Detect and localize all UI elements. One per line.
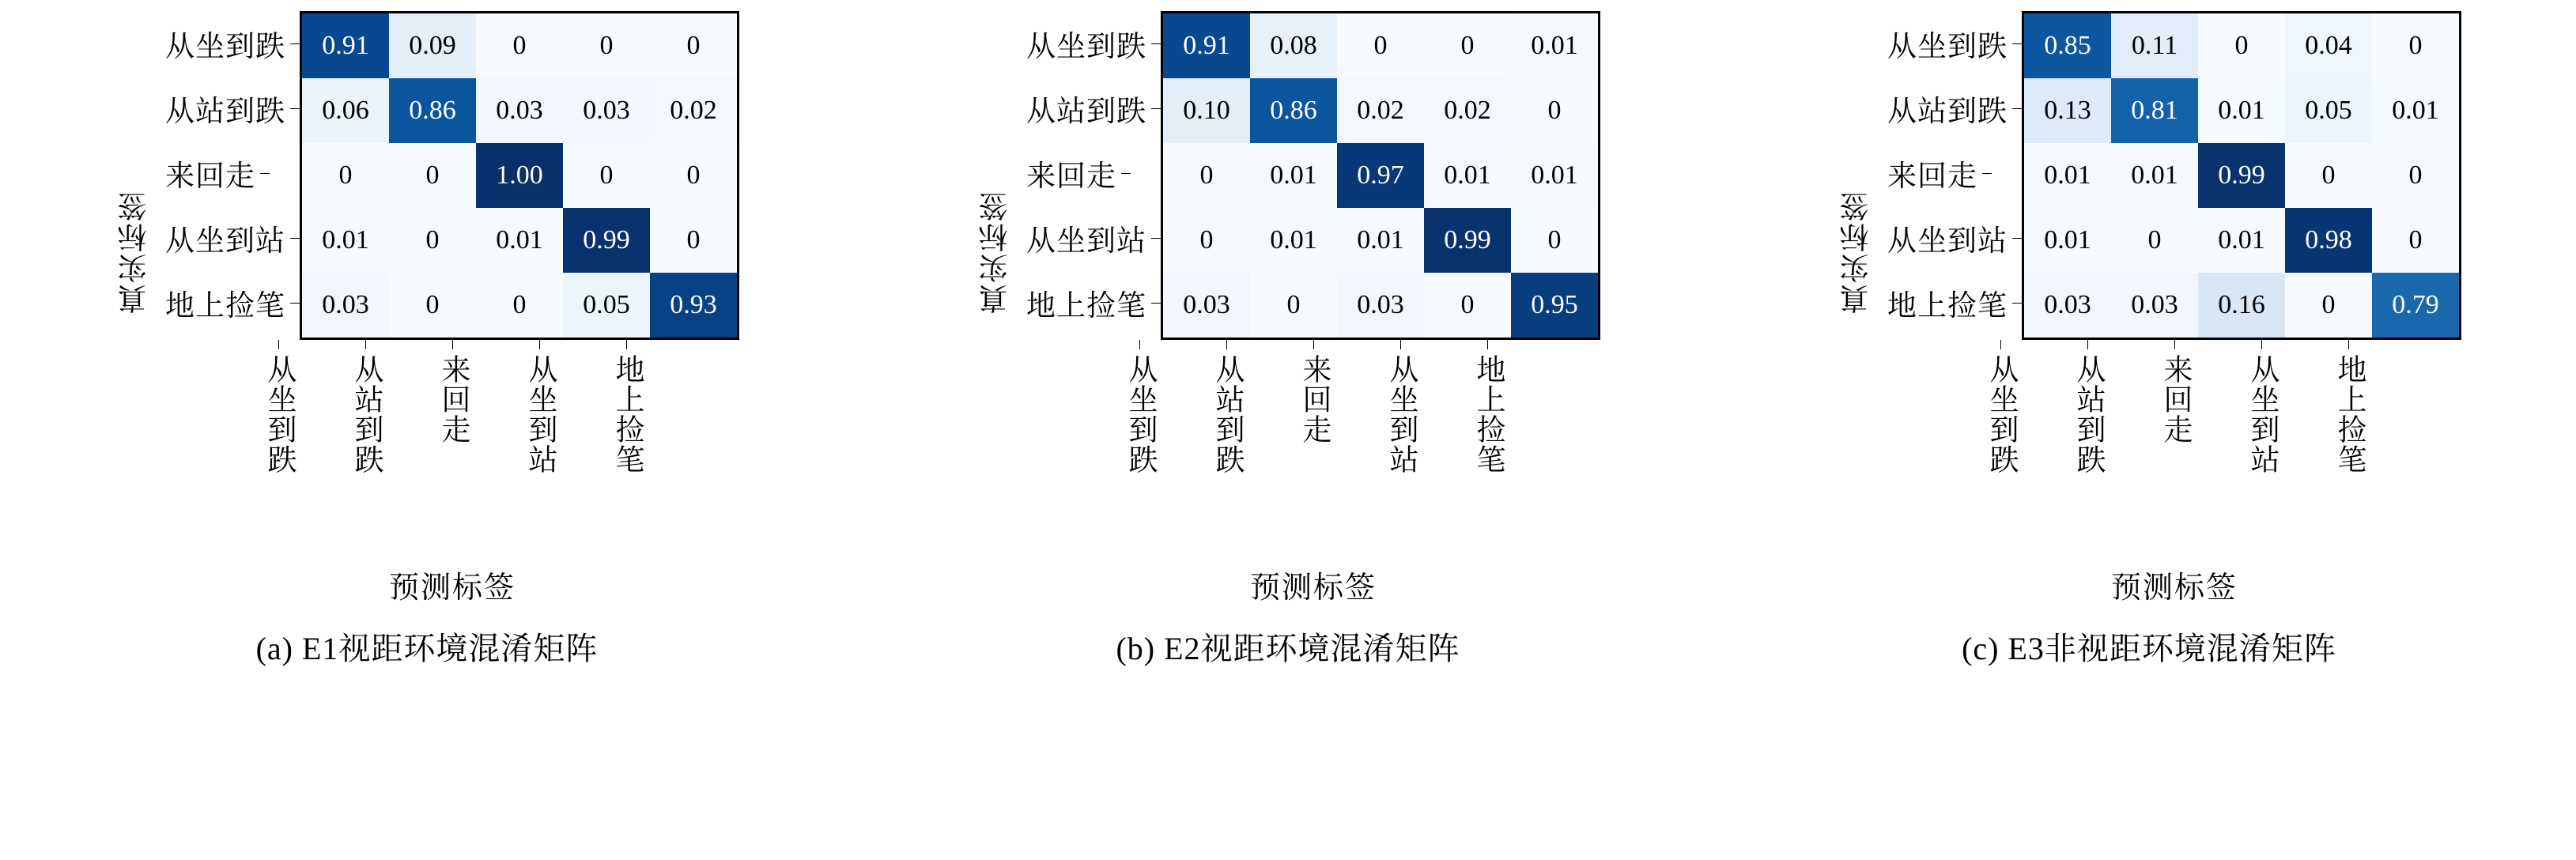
matrix-cell: 0.03	[476, 78, 563, 143]
matrix-cell: 0.79	[2372, 273, 2459, 338]
tick-icon	[1151, 238, 1161, 239]
row-label: 从站到跌	[1887, 96, 2008, 128]
matrix-cell: 0.06	[302, 78, 389, 143]
x-axis-label-b: 预测标签	[1249, 571, 1377, 605]
matrix-cell: 0.01	[2372, 78, 2459, 143]
tick-icon	[278, 340, 279, 349]
matrix-cell: 0	[2111, 208, 2198, 273]
matrix-cell: 0.01	[1424, 143, 1511, 208]
matrix-cell: 0	[476, 13, 563, 78]
column-label: 地上捡笔	[610, 354, 643, 474]
matrix-cell: 0.95	[1511, 273, 1598, 338]
column-label: 从坐到跌	[1985, 354, 2017, 474]
matrix-cell: 0.11	[2111, 13, 2198, 78]
matrix-cell: 0.99	[2198, 143, 2285, 208]
matrix-cell: 0	[1250, 273, 1337, 338]
matrix-cell: 0	[2372, 13, 2459, 78]
caption-c: (c) E3非视距环境混淆矩阵	[1962, 631, 2336, 666]
tick-icon	[1151, 108, 1161, 109]
tick-icon	[1982, 173, 1992, 174]
matrix-cell: 0	[302, 143, 389, 208]
matrix-cell: 0	[389, 143, 476, 208]
matrix-cell: 0.99	[563, 208, 650, 273]
tick-icon	[539, 340, 540, 349]
row-label: 来回走	[165, 160, 255, 193]
tick-icon	[1313, 340, 1314, 349]
matrix-cell: 0.01	[1511, 13, 1598, 78]
matrix-cell: 0.01	[2198, 208, 2285, 273]
matrix-cell: 0.05	[563, 273, 650, 338]
matrix-cell: 0	[1511, 78, 1598, 143]
matrix-cell: 0.01	[2198, 78, 2285, 143]
matrix-cell: 0	[2285, 273, 2372, 338]
matrix-cell: 0	[2372, 208, 2459, 273]
matrix-cell: 0.01	[302, 208, 389, 273]
x-ticks-c	[1957, 340, 2392, 349]
y-axis-label-c: 真实标签	[1841, 190, 1874, 314]
tick-icon	[2174, 340, 2175, 349]
matrix-cell: 0.01	[1250, 143, 1337, 208]
tick-icon	[290, 108, 300, 109]
matrix-cell: 0.86	[1250, 78, 1337, 143]
tick-icon	[2000, 340, 2001, 349]
matrix-cell: 0.01	[476, 208, 563, 273]
matrix-cell: 0.01	[2024, 143, 2111, 208]
tick-icon	[2261, 340, 2262, 349]
tick-icon	[260, 173, 270, 174]
matrix-cell: 0.98	[2285, 208, 2372, 273]
matrix-cell: 0.81	[2111, 78, 2198, 143]
matrix-cell: 0	[650, 143, 737, 208]
tick-icon	[626, 340, 627, 349]
tick-icon	[452, 340, 453, 349]
matrix-cell: 0	[1424, 273, 1511, 338]
tick-icon	[290, 43, 300, 44]
column-labels-b	[1096, 349, 1531, 555]
matrix-cell: 0.01	[1511, 143, 1598, 208]
confusion-matrix-c	[2022, 11, 2461, 340]
x-ticks-a	[235, 340, 670, 349]
x-ticks-b	[1096, 340, 1531, 349]
matrix-area-c	[1837, 11, 2461, 606]
tick-icon	[1151, 43, 1161, 44]
confusion-matrix-b	[1161, 11, 1600, 340]
confusion-matrix-a	[300, 11, 739, 340]
matrix-cell: 0.05	[2285, 78, 2372, 143]
matrix-cell: 0.99	[1424, 208, 1511, 273]
matrix-cell: 0.02	[650, 78, 737, 143]
matrix-cell: 0	[563, 143, 650, 208]
row-labels-a	[165, 11, 300, 335]
matrix-cell: 0.01	[2111, 143, 2198, 208]
matrix-cell: 0	[389, 208, 476, 273]
row-label: 从坐到站	[1026, 225, 1146, 258]
matrix-cell: 0.04	[2285, 13, 2372, 78]
column-label: 来回走	[436, 354, 469, 444]
row-label: 从坐到跌	[1887, 31, 2008, 63]
panel-c	[1730, 11, 2568, 669]
matrix-cell: 0	[1337, 13, 1424, 78]
column-label: 来回走	[1297, 354, 1330, 444]
column-label: 来回走	[2159, 354, 2191, 444]
tick-icon	[2087, 340, 2088, 349]
row-label: 从站到跌	[1026, 96, 1146, 128]
column-label: 从坐到站	[523, 354, 556, 474]
matrix-cell: 0.03	[2024, 273, 2111, 338]
matrix-cell: 0.91	[302, 13, 389, 78]
matrix-cell: 0.01	[1250, 208, 1337, 273]
row-label: 从坐到站	[1887, 225, 2008, 258]
column-label: 从坐到跌	[1124, 354, 1156, 474]
panel-a	[8, 11, 846, 669]
matrix-cell: 0.03	[563, 78, 650, 143]
matrix-cell: 0.08	[1250, 13, 1337, 78]
column-label: 从坐到站	[1384, 354, 1417, 474]
matrix-cell: 0	[389, 273, 476, 338]
matrix-area-b	[976, 11, 1600, 606]
matrix-cell: 0.97	[1337, 143, 1424, 208]
matrix-cell: 0	[2285, 143, 2372, 208]
matrix-cell: 0	[650, 208, 737, 273]
tick-icon	[1139, 340, 1140, 349]
tick-icon	[1226, 340, 1227, 349]
matrix-cell: 0	[1424, 13, 1511, 78]
column-labels-a	[235, 349, 670, 555]
row-label: 从坐到站	[165, 225, 285, 258]
tick-icon	[2012, 238, 2022, 239]
caption-b: (b) E2视距环境混淆矩阵	[1116, 631, 1460, 666]
matrix-cell: 0.86	[389, 78, 476, 143]
row-label: 从坐到跌	[165, 31, 285, 63]
column-label: 从坐到跌	[263, 354, 295, 474]
tick-icon	[2348, 340, 2349, 349]
tick-icon	[365, 340, 366, 349]
matrix-cell: 0.13	[2024, 78, 2111, 143]
matrix-cell: 0	[1163, 143, 1250, 208]
row-labels-b	[1026, 11, 1161, 335]
row-label: 地上捡笔	[1887, 290, 2008, 322]
column-label: 从站到跌	[349, 354, 382, 474]
matrix-cell: 1.00	[476, 143, 563, 208]
matrix-cell: 0.85	[2024, 13, 2111, 78]
row-label: 从坐到跌	[1026, 31, 1146, 63]
column-label: 地上捡笔	[2332, 354, 2365, 474]
matrix-cell: 0.03	[1163, 273, 1250, 338]
column-label: 地上捡笔	[1471, 354, 1504, 474]
y-axis-label-a: 真实标签	[119, 190, 152, 314]
y-axis-label-b: 真实标签	[980, 190, 1013, 314]
matrix-cell: 0.09	[389, 13, 476, 78]
matrix-cell: 0	[1163, 208, 1250, 273]
matrix-area-a	[115, 11, 739, 606]
column-label: 从站到跌	[1211, 354, 1243, 474]
matrix-cell: 0.01	[2024, 208, 2111, 273]
tick-icon	[1400, 340, 1401, 349]
matrix-cell: 0	[650, 13, 737, 78]
row-label: 来回走	[1026, 160, 1116, 193]
x-axis-label-c: 预测标签	[2110, 571, 2238, 605]
row-label: 地上捡笔	[165, 290, 285, 322]
matrix-cell: 0.02	[1337, 78, 1424, 143]
column-labels-c	[1957, 349, 2392, 555]
tick-icon	[290, 303, 300, 304]
panel-b	[869, 11, 1707, 669]
matrix-cell: 0.93	[650, 273, 737, 338]
matrix-cell: 0.01	[1337, 208, 1424, 273]
matrix-cell: 0.03	[2111, 273, 2198, 338]
tick-icon	[2012, 43, 2022, 44]
matrix-cell: 0	[476, 273, 563, 338]
tick-icon	[2012, 108, 2022, 109]
x-axis-label-a: 预测标签	[388, 571, 516, 605]
matrix-cell: 0.10	[1163, 78, 1250, 143]
matrix-cell: 0	[1511, 208, 1598, 273]
matrix-cell: 0.03	[302, 273, 389, 338]
matrix-cell: 0.16	[2198, 273, 2285, 338]
column-label: 从站到跌	[2072, 354, 2104, 474]
matrix-cell: 0.91	[1163, 13, 1250, 78]
tick-icon	[1121, 173, 1131, 174]
caption-a: (a) E1视距环境混淆矩阵	[255, 631, 599, 666]
matrix-cell: 0.03	[1337, 273, 1424, 338]
row-labels-c	[1887, 11, 2022, 335]
matrix-cell: 0.02	[1424, 78, 1511, 143]
tick-icon	[2012, 303, 2022, 304]
matrix-cell: 0	[2198, 13, 2285, 78]
row-label: 地上捡笔	[1026, 290, 1146, 322]
matrix-cell: 0	[563, 13, 650, 78]
tick-icon	[290, 238, 300, 239]
tick-icon	[1151, 303, 1161, 304]
matrix-cell: 0	[2372, 143, 2459, 208]
tick-icon	[1487, 340, 1488, 349]
column-label: 从坐到站	[2246, 354, 2278, 474]
row-label: 从站到跌	[165, 96, 285, 128]
row-label: 来回走	[1887, 160, 1977, 193]
